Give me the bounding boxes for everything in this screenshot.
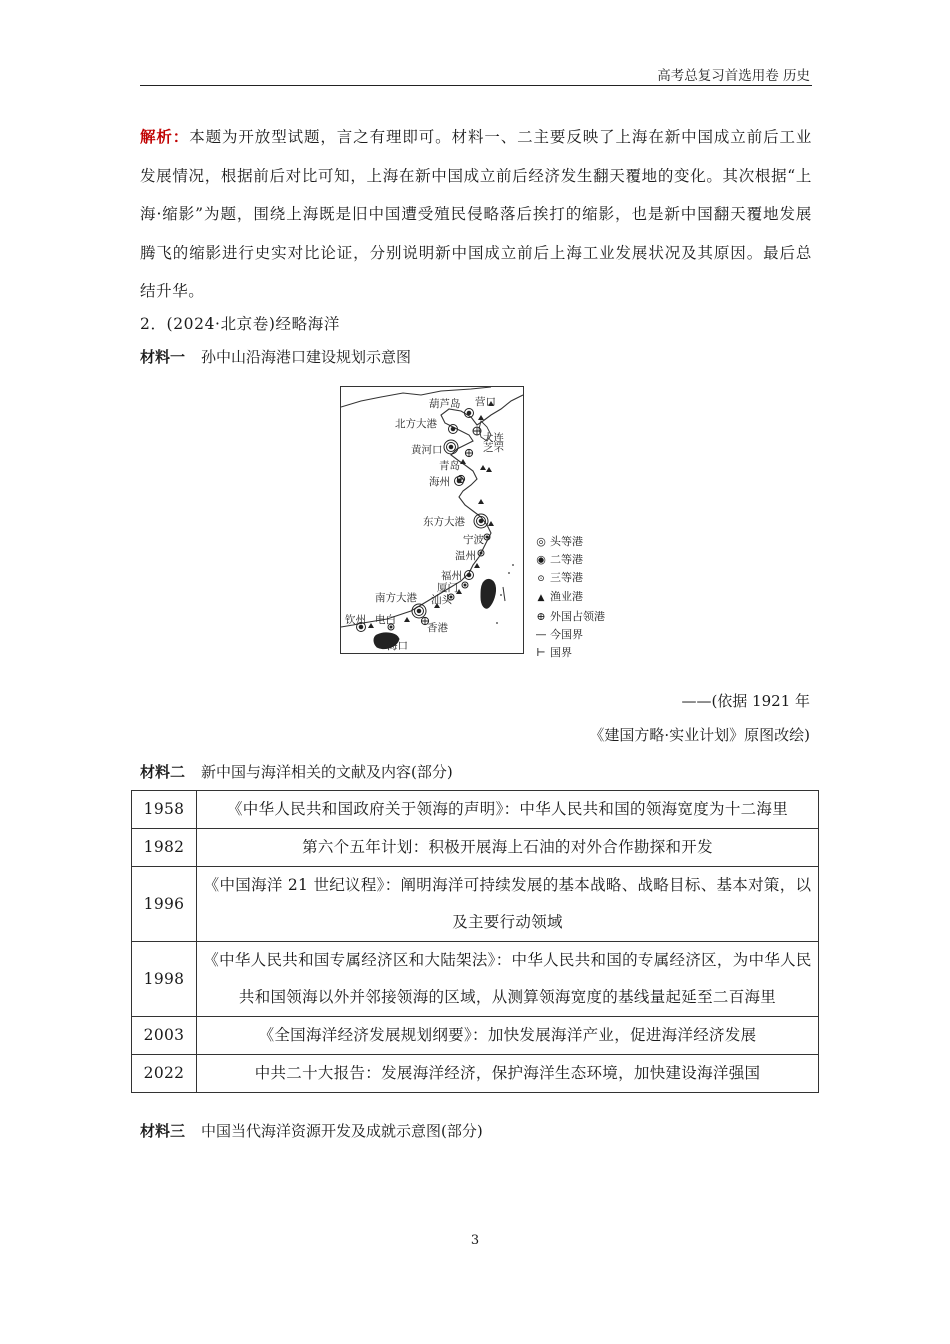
label-huanghekou: 黄河口 [411, 444, 443, 456]
label-nanfang: 南方大港 [375, 592, 417, 604]
content-cell: 《中国海洋 21 世纪议程》：阐明海洋可持续发展的基本战略、战略目标、基本对策，以及主要行动领域 [197, 867, 819, 942]
foreign-occupied-port-icon: ⊕ [536, 610, 546, 624]
label-huludao: 葫芦岛 [429, 398, 461, 410]
legend-border: ⊢ 国界 [532, 644, 605, 662]
label-haizhou: 海州 [429, 476, 450, 488]
label-xiamen: 厦门 [437, 582, 458, 594]
label-wenzhou: 温州 [455, 550, 476, 562]
material2-heading [140, 761, 453, 782]
content-cell: 第六个五年计划：积极开展海上石油的对外合作勘探和开发 [197, 829, 819, 867]
material2-title: 新中国与海洋相关的文献及内容(部分) [201, 763, 453, 781]
legend-fishing: ▲ 渔业港 [532, 588, 605, 608]
fishing-port-icon: ▲ [537, 593, 545, 604]
third-class-port-icon: ⊙ [537, 573, 545, 584]
header-divider [140, 85, 812, 86]
material1-label: 材料一 [140, 348, 186, 366]
map-caption-line1: ——(依据 1921 年 [681, 692, 810, 710]
label-xianggang: 香港 [427, 622, 448, 634]
year-cell: 1996 [132, 867, 197, 942]
year-cell: 2003 [132, 1017, 197, 1055]
label-haikou: 海口 [387, 640, 408, 652]
material3-title: 中国当代海洋资源开发及成就示意图(部分) [201, 1122, 483, 1140]
legend-second-class: ◉ 二等港 [532, 551, 605, 569]
question-2-title: 2．(2024·北京卷)经略海洋 [140, 315, 340, 333]
table-row [132, 1055, 819, 1093]
label-ningbo: 宁波 [463, 534, 484, 546]
material1-heading [140, 346, 411, 367]
label-beifang: 北方大港 [395, 418, 437, 430]
first-class-port-icon: ◎ [536, 535, 546, 548]
map-caption-line2: 《建国方略·实业计划》原图改绘) [589, 726, 810, 744]
analysis-text: 本题为开放型试题，言之有理即可。材料一、二主要反映了上海在新中国成立前后工业发展情况，根据前后对比可知，上海在新中国成立前后经济发生翻天覆地的变化。其次根据“上海·缩影”为题，围绕上海既是旧中国遭受殖民侵略落后挨打的缩影，也是新中国翻天覆地发展腾飞的缩影进行史实对比论证，分别说明新中国成立前后上海工业发展状况及其原因。最后总结升华。 [140, 128, 812, 300]
current-border-icon: — [535, 627, 547, 641]
table-row [132, 867, 819, 942]
analysis-paragraph [140, 118, 812, 311]
port-map [340, 386, 524, 654]
north-border [341, 387, 491, 407]
label-qingdao: 青岛 [439, 460, 460, 472]
second-class-port-icon: ◉ [536, 552, 546, 566]
page-number: 3 [470, 1233, 480, 1248]
documents-table [131, 790, 819, 1093]
table-row [132, 942, 819, 1017]
analysis-label: 解析： [140, 127, 190, 146]
header-title: 高考总复习首选用卷 历史 [657, 68, 810, 84]
label-yingkou: 营口 [475, 396, 496, 408]
material2-label: 材料二 [140, 763, 186, 781]
legend-third-class: ⊙ 三等港 [532, 569, 605, 589]
border-icon: ⊢ [536, 645, 546, 659]
year-cell: 1982 [132, 829, 197, 867]
material3-label: 材料三 [140, 1122, 186, 1140]
label-zhifu: 芝罘 [483, 442, 504, 454]
legend-current-border: — 今国界 [532, 626, 605, 644]
material3-heading [140, 1120, 483, 1141]
legend-first-class: ◎ 头等港 [532, 533, 605, 551]
port-map-svg [341, 387, 523, 653]
content-cell: 《全国海洋经济发展规划纲要》：加快发展海洋产业，促进海洋经济发展 [197, 1017, 819, 1055]
legend-foreign: ⊕ 外国占领港 [532, 608, 605, 626]
year-cell: 2022 [132, 1055, 197, 1093]
year-cell: 1958 [132, 791, 197, 829]
label-dianbai: 电白 [375, 614, 396, 626]
label-shantou: 汕头 [431, 594, 452, 606]
year-cell: 1998 [132, 942, 197, 1017]
label-qinzhou: 钦州 [345, 614, 366, 626]
label-dalian: 大连 [483, 432, 504, 444]
taiwan-island [481, 579, 496, 608]
content-cell: 中共二十大报告：发展海洋经济，保护海洋生态环境，加快建设海洋强国 [197, 1055, 819, 1093]
table-row [132, 829, 819, 867]
border-mark [503, 587, 505, 601]
material1-title: 孙中山沿海港口建设规划示意图 [201, 348, 412, 366]
content-cell: 《中华人民共和国专属经济区和大陆架法》：中华人民共和国的专属经济区，为中华人民共和国领海以外并邻接领海的区域，从测算领海宽度的基线量起延至二百海里 [197, 942, 819, 1017]
label-fuzhou: 福州 [441, 570, 462, 582]
label-dongfang: 东方大港 [423, 516, 465, 528]
map-legend [532, 533, 605, 662]
content-cell: 《中华人民共和国政府关于领海的声明》：中华人民共和国的领海宽度为十二海里 [197, 791, 819, 829]
table-row [132, 791, 819, 829]
table-row [132, 1017, 819, 1055]
